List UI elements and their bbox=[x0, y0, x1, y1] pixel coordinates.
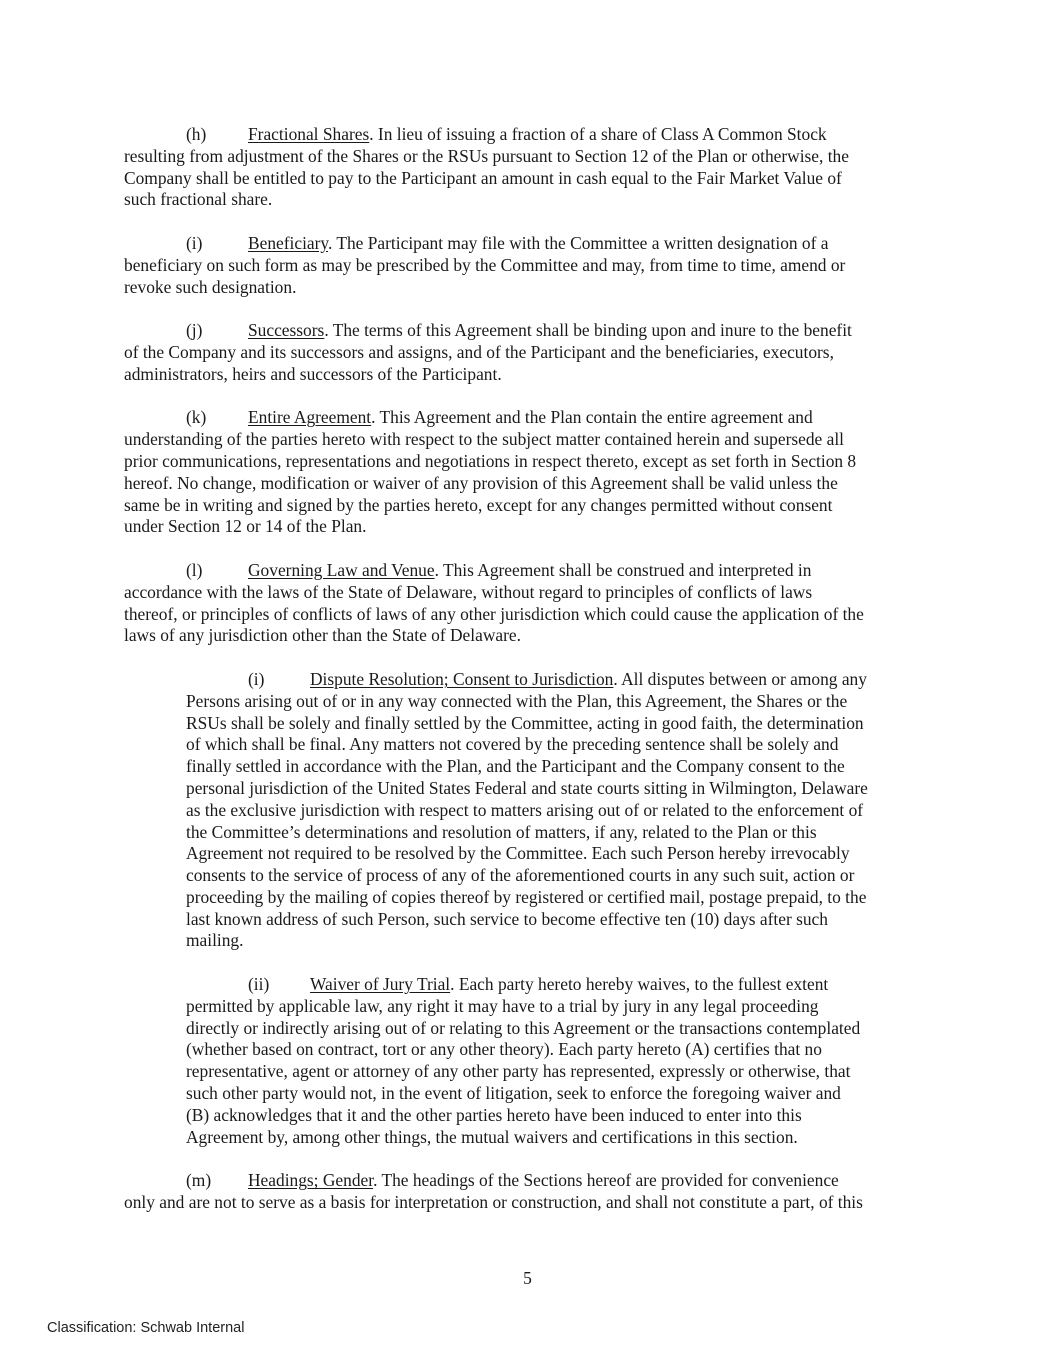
paragraph-text: the Committee’s determinations and resolution of matters, if any, related to the Plan or this bbox=[186, 821, 817, 842]
document-body bbox=[124, 124, 930, 1236]
paragraph-text: . The terms of this Agreement shall be binding upon and inure to the benefit bbox=[324, 320, 852, 341]
paragraph-m bbox=[124, 1170, 930, 1214]
paragraph-text: beneficiary on such form as may be prescribed by the Committee and may, from time to time, amend or bbox=[124, 254, 846, 275]
page-number: 5 bbox=[523, 1268, 532, 1288]
paragraph-text: directly or indirectly arising out of or relating to this Agreement or the transactions contemplated bbox=[186, 1017, 861, 1038]
paragraph-heading: Entire Agreement bbox=[248, 407, 372, 428]
paragraph-text: permitted by applicable law, any right it may have to a trial by jury in any legal proceeding bbox=[186, 995, 819, 1016]
subparagraph-heading: Dispute Resolution; Consent to Jurisdiction bbox=[310, 668, 614, 689]
paragraph-label: (i) bbox=[186, 232, 203, 253]
paragraph-text: resulting from adjustment of the Shares or the RSUs pursuant to Section 12 of the Plan or otherwise, the bbox=[124, 145, 849, 166]
paragraph-text: Company shall be entitled to pay to the Participant an amount in cash equal to the Fair Market Value of bbox=[124, 167, 842, 188]
paragraph-text: . The headings of the Sections hereof are provided for convenience bbox=[373, 1170, 839, 1191]
paragraph-text: Persons arising out of or in any way connected with the Plan, this Agreement, the Shares or the bbox=[186, 690, 848, 711]
paragraph-text: . In lieu of issuing a fraction of a share of Class A Common Stock bbox=[369, 124, 827, 144]
paragraph-l bbox=[124, 560, 930, 647]
paragraph-label: (h) bbox=[186, 124, 207, 144]
paragraph-text: last known address of such Person, such service to become effective ten (10) days after such bbox=[186, 908, 828, 929]
paragraph-text: such fractional share. bbox=[124, 189, 273, 210]
paragraph-text: personal jurisdiction of the United States Federal and state courts sitting in Wilmington, Delaware bbox=[186, 777, 868, 798]
subparagraph-label: (ii) bbox=[248, 974, 270, 995]
paragraph-text: such other party would not, in the event of litigation, seek to enforce the foregoing waiver and bbox=[186, 1083, 841, 1104]
paragraph-text: consents to the service of process of any of the aforementioned courts in any such suit, action or bbox=[186, 865, 855, 886]
paragraph-text: . Each party hereto hereby waives, to the fullest extent bbox=[450, 974, 829, 995]
paragraph-k bbox=[124, 407, 930, 538]
paragraph-text: as the exclusive jurisdiction with respect to matters arising out of or related to the enforcement of bbox=[186, 799, 864, 820]
paragraph-label: (m) bbox=[186, 1170, 212, 1191]
paragraph-text: RSUs shall be solely and finally settled by the Committee, acting in good faith, the determination bbox=[186, 712, 864, 733]
paragraph-text: laws of any jurisdiction other than the State of Delaware. bbox=[124, 625, 521, 646]
paragraph-i bbox=[124, 233, 930, 298]
paragraph-text: (whether based on contract, tort or any other theory). Each party hereto (A) certifies that no bbox=[186, 1039, 822, 1060]
paragraph-text: . This Agreement and the Plan contain the entire agreement and bbox=[371, 407, 813, 428]
classification-footer: Classification: Schwab Internal bbox=[47, 1320, 245, 1336]
paragraph-text: accordance with the laws of the State of Delaware, without regard to principles of conflicts of laws bbox=[124, 581, 813, 602]
subparagraph-heading: Waiver of Jury Trial bbox=[310, 974, 451, 995]
paragraph-heading: Headings; Gender bbox=[248, 1170, 374, 1191]
paragraph-text: proceeding by the mailing of copies thereof by registered or certified mail, postage prepaid, to the bbox=[186, 886, 867, 907]
paragraph-text: understanding of the parties hereto with respect to the subject matter contained herein and supersede all bbox=[124, 429, 845, 450]
paragraph-text: thereof, or principles of conflicts of laws of any other jurisdiction which could cause the application of the bbox=[124, 603, 864, 624]
paragraph-text: . This Agreement shall be construed and interpreted in bbox=[434, 559, 812, 580]
paragraph-text: of which shall be final. Any matters not covered by the preceding sentence shall be solely and bbox=[186, 734, 839, 755]
paragraph-text: revoke such designation. bbox=[124, 276, 297, 297]
paragraph-label: (j) bbox=[186, 320, 203, 341]
paragraph-heading: Fractional Shares bbox=[248, 124, 370, 144]
paragraph-j bbox=[124, 320, 930, 385]
paragraph-text: hereof. No change, modification or waiver of any provision of this Agreement shall be valid unless the bbox=[124, 472, 838, 493]
paragraph-text: Agreement by, among other things, the mutual waivers and certifications in this section. bbox=[186, 1126, 798, 1147]
paragraph-heading: Successors bbox=[248, 320, 325, 341]
paragraph-text: (B) acknowledges that it and the other parties hereto have been induced to enter into this bbox=[186, 1104, 802, 1125]
paragraph-text: only and are not to serve as a basis for interpretation or construction, and shall not constitute a part, of this bbox=[124, 1192, 863, 1213]
subparagraph-label: (i) bbox=[248, 668, 265, 689]
paragraph-text: same be in writing and signed by the parties hereto, except for any changes permitted without consent bbox=[124, 494, 833, 515]
paragraph-heading: Governing Law and Venue bbox=[248, 559, 435, 580]
paragraph-text: . The Participant may file with the Committee a written designation of a bbox=[327, 232, 829, 253]
paragraph-heading: Beneficiary bbox=[248, 232, 328, 253]
paragraph-text: . All disputes between or among any bbox=[613, 668, 867, 689]
paragraph-text: finally settled in accordance with the Plan, and the Participant and the Company consent to the bbox=[186, 756, 845, 777]
paragraph-text: prior communications, representations and negotiations in respect thereto, except as set forth in Section 8 bbox=[124, 450, 857, 471]
paragraph-text: mailing. bbox=[186, 930, 244, 951]
paragraph-text: administrators, heirs and successors of the Participant. bbox=[124, 363, 502, 384]
subparagraph-i bbox=[186, 669, 930, 952]
paragraph-label: (k) bbox=[186, 407, 207, 428]
paragraph-text: under Section 12 or 14 of the Plan. bbox=[124, 516, 367, 537]
paragraph-text: Agreement not required to be resolved by the Committee. Each such Person hereby irrevocably bbox=[186, 843, 850, 864]
subparagraph-ii bbox=[186, 974, 930, 1148]
paragraph-text: representative, agent or attorney of any other party has represented, expressly or otherwise, that bbox=[186, 1061, 851, 1082]
paragraph-label: (l) bbox=[186, 559, 203, 580]
paragraph-text: of the Company and its successors and assigns, and of the Participant and the beneficiaries, executors, bbox=[124, 341, 834, 362]
paragraph-h bbox=[124, 124, 930, 211]
